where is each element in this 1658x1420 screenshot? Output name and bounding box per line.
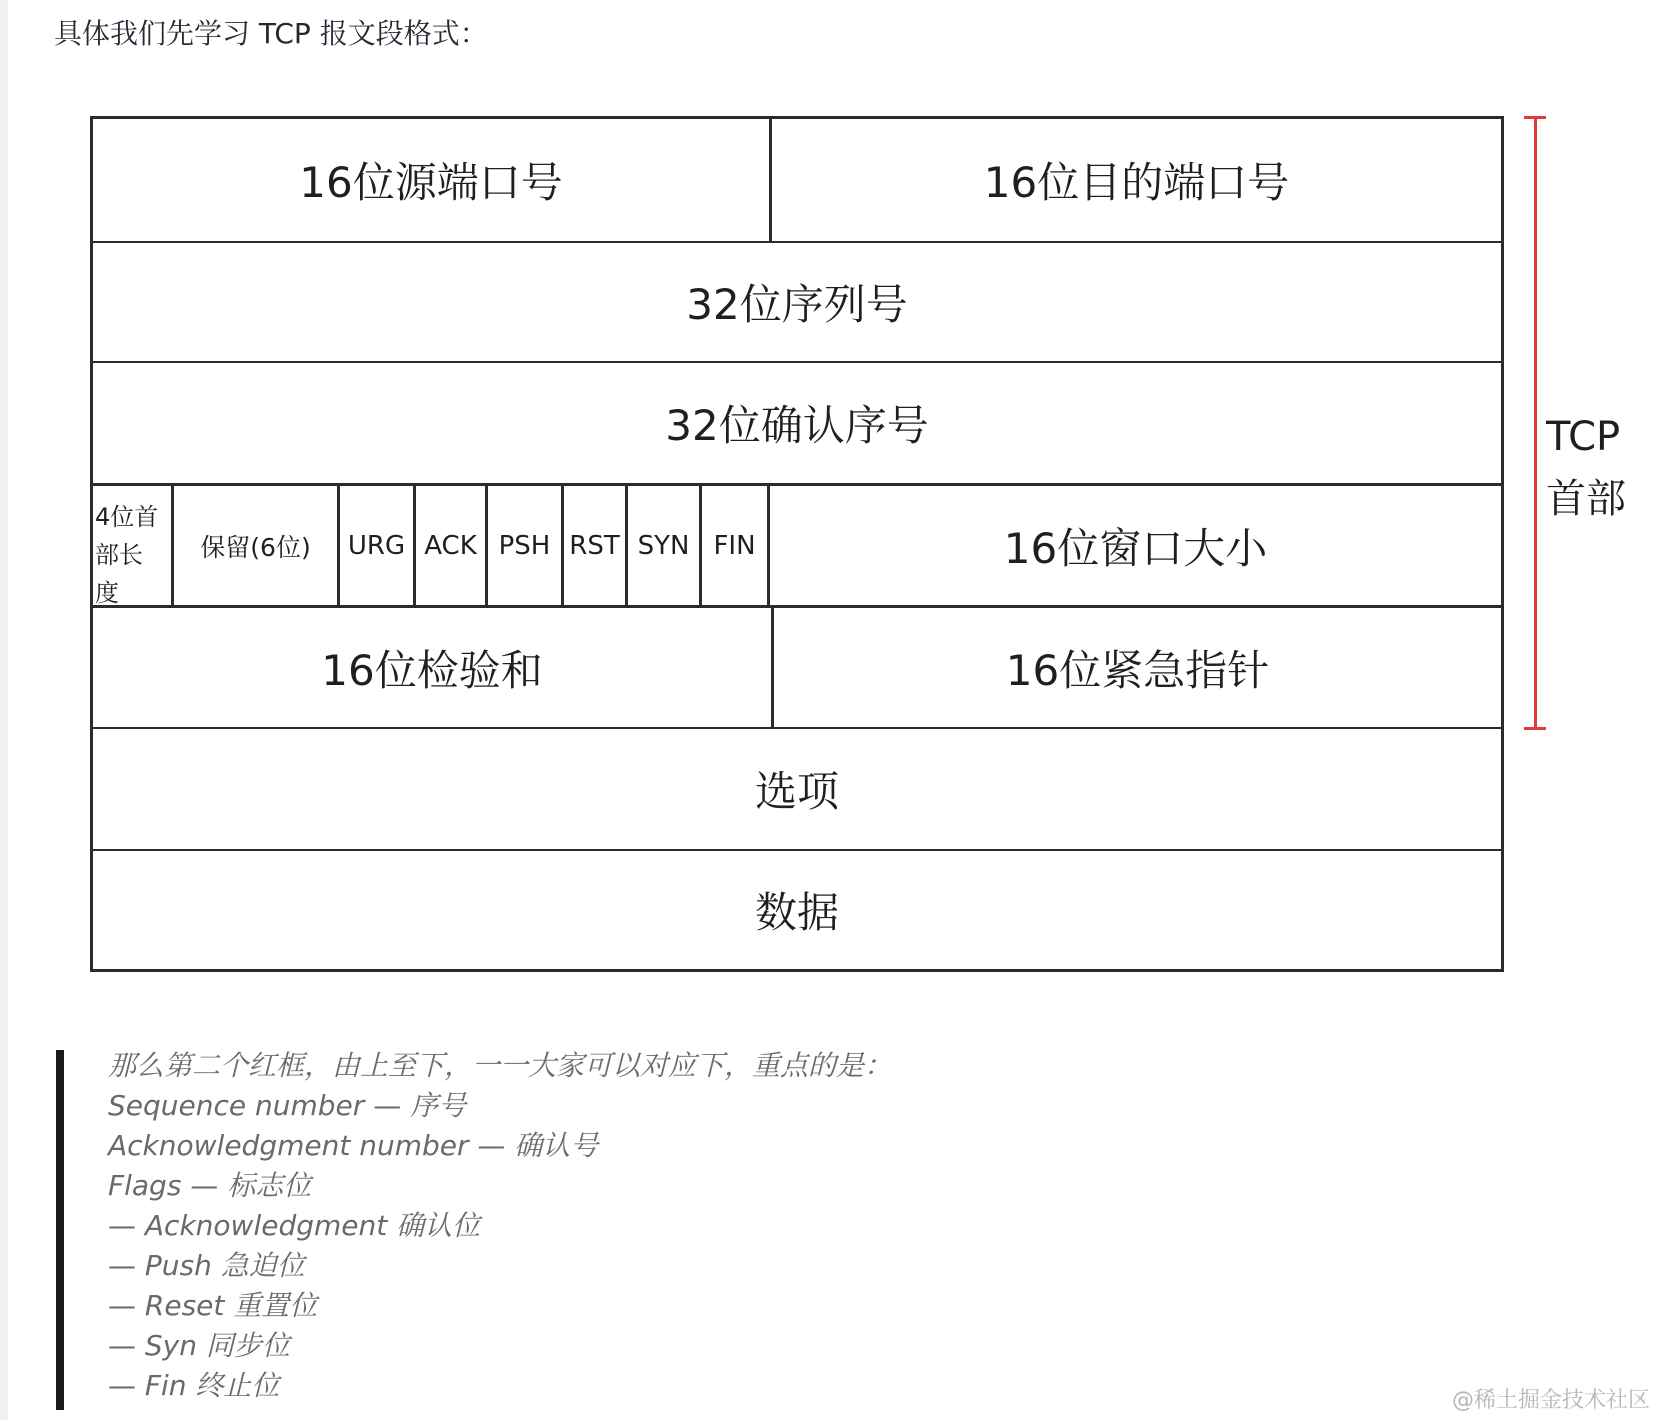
flag-fin-cell: FIN xyxy=(699,486,767,605)
quote-line: Acknowledgment number — 确认号 xyxy=(108,1129,599,1162)
flag-urg-cell: URG xyxy=(337,486,413,605)
quote-line: Sequence number — 序号 xyxy=(108,1089,467,1122)
blockquote-bar xyxy=(56,1050,64,1410)
page-edge-line xyxy=(0,0,8,1420)
tcp-segment-diagram xyxy=(90,116,1504,972)
source-port-cell: 16位源端口号 xyxy=(299,158,563,207)
sequence-number-cell: 32位序列号 xyxy=(686,280,908,329)
bracket-label-tcp: TCP xyxy=(1546,414,1621,460)
quote-line: 那么第二个红框，由上至下，一一大家可以对应下，重点的是： xyxy=(108,1049,893,1082)
dest-port-cell: 16位目的端口号 xyxy=(769,119,1501,241)
row-ports xyxy=(93,119,1501,241)
row-data xyxy=(93,849,1501,969)
options-cell: 选项 xyxy=(754,767,839,816)
ack-number-cell: 32位确认序号 xyxy=(665,401,929,450)
quote-line: — Push 急迫位 xyxy=(108,1249,305,1282)
window-size-cell: 16位窗口大小 xyxy=(767,486,1501,605)
flag-rst-cell: RST xyxy=(561,486,625,605)
checksum-cell: 16位检验和 xyxy=(321,645,543,695)
header-length-cell: 4位首 部长 度 xyxy=(95,503,159,607)
quote-line: — Reset 重置位 xyxy=(108,1289,318,1322)
flag-ack-cell: ACK xyxy=(413,486,485,605)
tcp-header-label xyxy=(1546,406,1656,530)
row-sequence xyxy=(93,241,1501,361)
urgent-pointer-cell: 16位紧急指针 xyxy=(771,608,1501,727)
tcp-header-bracket xyxy=(1524,116,1546,730)
watermark: @稀土掘金技术社区 xyxy=(1451,1388,1650,1413)
reserved-cell: 保留(6位) xyxy=(171,486,337,605)
intro-text: 具体我们先学习 TCP 报文段格式： xyxy=(54,17,488,50)
flag-syn-cell: SYN xyxy=(625,486,699,605)
quote-line: Flags — 标志位 xyxy=(108,1169,312,1202)
bracket-label-header: 首部 xyxy=(1546,476,1626,522)
row-ack xyxy=(93,361,1501,483)
row-flags xyxy=(93,483,1501,605)
quote-line: — Fin 终止位 xyxy=(108,1369,280,1402)
row-checksum xyxy=(93,605,1501,727)
data-cell: 数据 xyxy=(754,888,839,937)
row-options xyxy=(93,727,1501,849)
flag-psh-cell: PSH xyxy=(485,486,561,605)
blockquote xyxy=(108,1046,1308,1406)
quote-line: — Syn 同步位 xyxy=(108,1329,290,1362)
quote-line: — Acknowledgment 确认位 xyxy=(108,1209,481,1242)
